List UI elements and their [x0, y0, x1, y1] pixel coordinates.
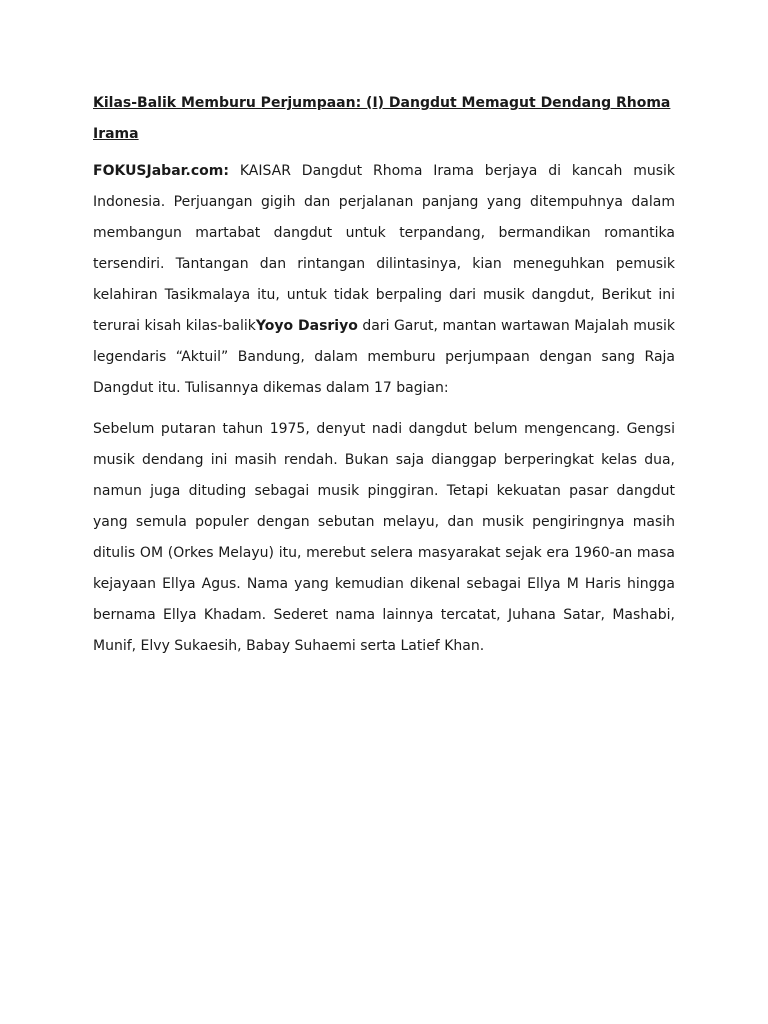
- intro-text-a: KAISAR Dangdut Rhoma Irama berjaya di kancah musik Indonesia. Perjuangan gigih dan perjalanan panjang yang ditempuhnya dalam membangun martabat dangdut untuk terpandang, bermandikan romantika tersendiri. Tantangan dan rintangan dilintasinya, kian meneguhkan pemusik kelahiran Tasikmalaya itu, untuk tidak berpaling dari musik dangdut, Berikut ini terurai kisah kilas-balik: [93, 163, 675, 334]
- source-label: FOKUSJabar.com:: [93, 163, 229, 179]
- author-name: Yoyo Dasriyo: [255, 318, 358, 334]
- document-page: [93, 88, 675, 672]
- intro-paragraph: [93, 156, 675, 404]
- intro-text-b: dari Garut, mantan wartawan Majalah musik legendaris “Aktuil” Bandung, dalam memburu perjumpaan dengan sang Raja Dangdut itu. Tulisannya dikemas dalam 17 bagian:: [93, 318, 675, 396]
- article-title: Kilas-Balik Memburu Perjumpaan: (I) Dangdut Memagut Dendang Rhoma Irama: [93, 95, 671, 142]
- body-paragraph: Sebelum putaran tahun 1975, denyut nadi dangdut belum mengencang. Gengsi musik dendang ini masih rendah. Bukan saja dianggap berperingkat kelas dua, namun juga dituding sebagai musik pinggiran. Tetapi kekuatan pasar dangdut yang semula populer dengan sebutan melayu, dan musik pengiringnya masih ditulis OM (Orkes Melayu) itu, merebut selera masyarakat sejak era 1960-an masa kejayaan Ellya Agus. Nama yang kemudian dikenal sebagai Ellya M Haris hingga bernama Ellya Khadam. Sederet nama lainnya tercatat, Juhana Satar, Mashabi, Munif, Elvy Sukaesih, Babay Suhaemi serta Latief Khan.: [93, 421, 675, 654]
